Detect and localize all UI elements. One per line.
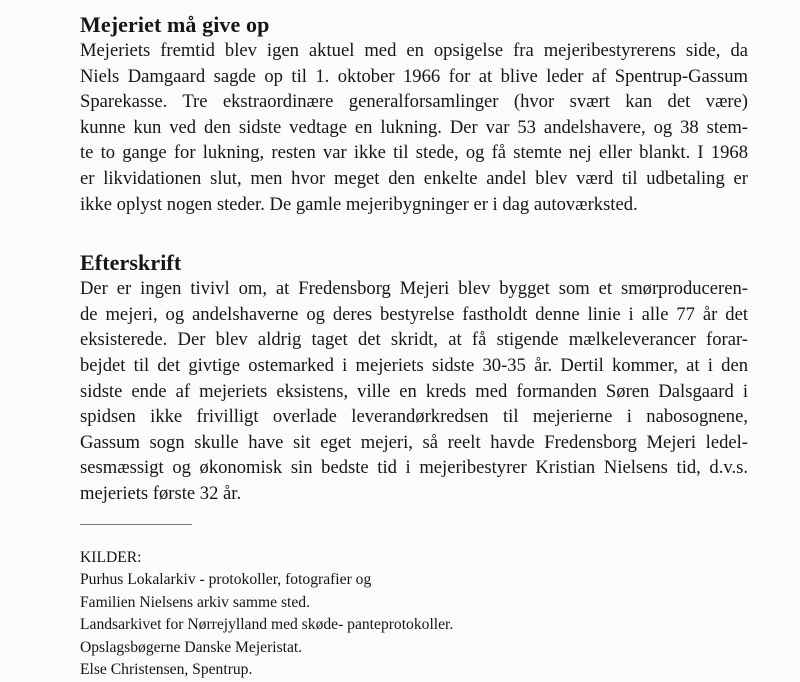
body-line: mejeriets første 32 år. <box>80 481 748 507</box>
body-line: bejdet til det givtige ostemarked i mejeriets sidste 30-35 år. Dertil kommer, at i den <box>80 353 748 379</box>
body-line: de mejeri, og andelshaverne og deres bestyrelse fastholdt denne linie i alle 77 år det <box>80 302 748 328</box>
body-line: Gassum sogn skulle have sit eget mejeri, så reelt havde Fredensborg Mejeri ledel- <box>80 430 748 456</box>
document-page <box>80 12 748 682</box>
body-line: Mejeriets fremtid blev igen aktuel med en opsigelse fra mejeribestyrerens side, da <box>80 38 748 64</box>
body-line: Sparekasse. Tre ekstraordinære generalforsamlinger (hvor svært kan det være) <box>80 89 748 115</box>
section-body <box>80 276 748 506</box>
body-line: sesmæssigt og økonomisk sin bedste tid i mejeribestyrer Kristian Nielsens tid, d.v.s. <box>80 455 748 481</box>
section-body <box>80 38 748 217</box>
body-line: ikke oplyst nogen steder. De gamle mejeribygninger er i dag autoværksted. <box>80 192 748 218</box>
section-heading: Mejeriet må give op <box>80 12 748 38</box>
body-line: Der er ingen tivivl om, at Fredensborg Mejeri blev bygget som et smørproduceren- <box>80 276 748 302</box>
section-heading: Efterskrift <box>80 250 748 276</box>
section-spacer <box>80 217 748 250</box>
source-item: Purhus Lokalarkiv - protokoller, fotografier og <box>80 569 748 592</box>
body-line: er likvidationen slut, men hvor meget den enkelte andel blev værd til udbetaling er <box>80 166 748 192</box>
body-line: spidsen ikke frivilligt overlade leverandørkredsen til mejerierne i nabosognene, <box>80 404 748 430</box>
section-efterskrift <box>80 250 748 506</box>
body-line: Niels Damgaard sagde op til 1. oktober 1966 for at blive leder af Spentrup-Gassum <box>80 64 748 90</box>
body-line: kunne kun ved den sidste vedtage en lukning. Der var 53 andelshavere, og 38 stem- <box>80 115 748 141</box>
source-item: Landsarkivet for Nørrejylland med skøde- panteprotokoller. <box>80 614 748 637</box>
sources-title: KILDER: <box>80 547 748 570</box>
sources-list <box>80 547 748 682</box>
footnote-divider <box>80 524 192 525</box>
body-line: te to gange for lukning, resten var ikke til stede, og få stemte nej eller blankt. I 1968 <box>80 140 748 166</box>
section-mejeriet-maa-give-op <box>80 12 748 217</box>
source-item: Familien Nielsens arkiv samme sted. <box>80 592 748 615</box>
source-item: Opslagsbøgerne Danske Mejeristat. <box>80 637 748 660</box>
source-item: Else Christensen, Spentrup. <box>80 659 748 682</box>
body-line: sidste ende af mejeriets eksistens, ville en kreds med formanden Søren Dalsgaard i <box>80 379 748 405</box>
body-line: eksisterede. Der blev aldrig taget det skridt, at få stigende mælkeleverancer forar- <box>80 327 748 353</box>
